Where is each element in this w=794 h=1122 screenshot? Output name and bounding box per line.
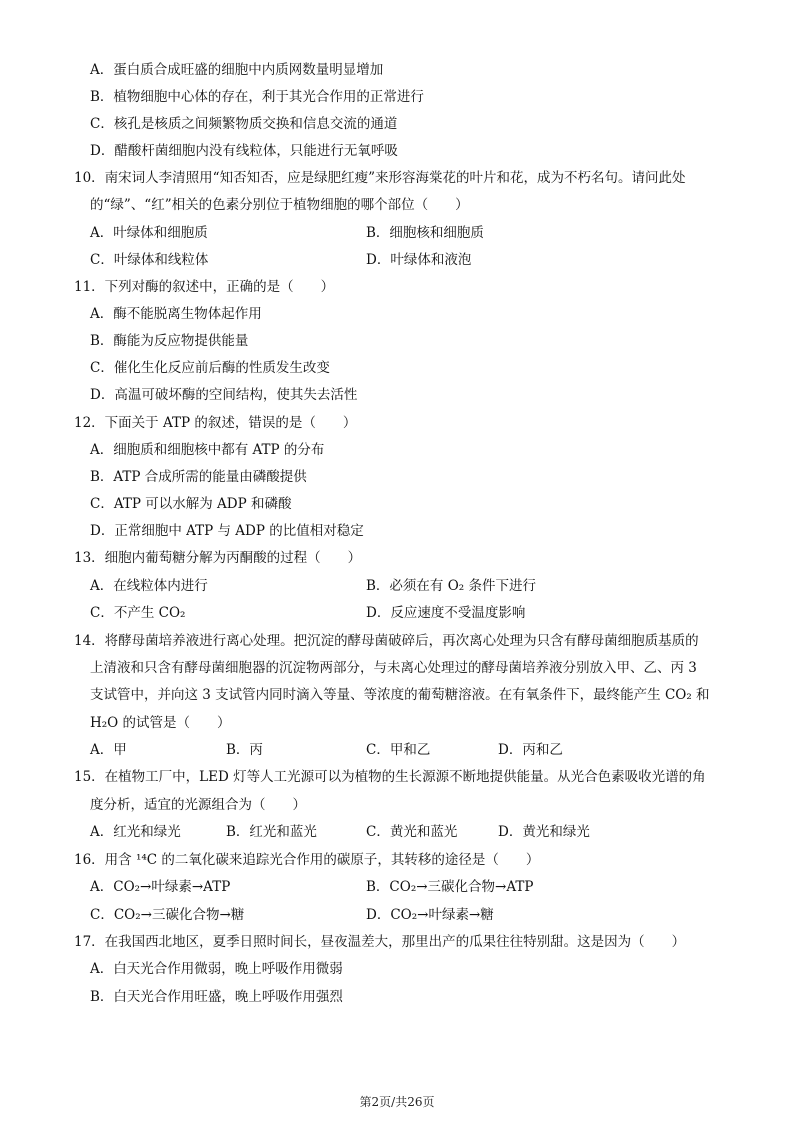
q10-option-c: C．叶绿体和线粒体 (90, 252, 209, 268)
q13-option-a: A．在线粒体内进行 (90, 578, 208, 594)
q17-option-b: B．白天光合作用旺盛，晚上呼吸作用强烈 (90, 989, 343, 1005)
q15-option-b: B．红光和蓝光 (226, 824, 317, 840)
q15-option-c: C．黄光和蓝光 (366, 824, 458, 840)
q15-stem-line1: 15．在植物工厂中，LED 灯等人工光源可以为植物的生长源源不断地提供能量。从光合色素吸收光谱的角 (74, 769, 706, 785)
q14-stem-line2: 上清液和只含有酵母菌细胞器的沉淀物两部分，与未离心处理过的酵母菌培养液分别放入甲、乙、丙 3 (90, 660, 697, 676)
q15-option-d: D．黄光和绿光 (498, 824, 590, 840)
page-number-footer: 第2页/共26页 (359, 1095, 435, 1109)
q17-option-a: A．白天光合作用微弱，晚上呼吸作用微弱 (90, 961, 343, 977)
q11-option-a: A．酶不能脱离生物体起作用 (90, 306, 262, 322)
q14-stem-line3: 支试管中，并向这 3 支试管内同时滴入等量、等浓度的葡萄糖溶液。在有氧条件下，最终能产生 CO₂ 和 (90, 687, 710, 703)
q14-option-a: A．甲 (90, 742, 127, 758)
q12-option-b: B．ATP 合成所需的能量由磷酸提供 (90, 469, 307, 485)
q15-stem-line2: 度分析，适宜的光源组合为（ ） (90, 797, 306, 813)
q13-option-c: C．不产生 CO₂ (90, 605, 186, 621)
q13-stem: 13．细胞内葡萄糖分解为丙酮酸的过程（ ） (74, 550, 362, 566)
q10-option-a: A．叶绿体和细胞质 (90, 225, 208, 241)
q11-stem: 11．下列对酶的叙述中，正确的是（ ） (74, 279, 335, 295)
q9-option-a: A．蛋白质合成旺盛的细胞中内质网数量明显增加 (90, 62, 384, 78)
q12-option-d: D．正常细胞中 ATP 与 ADP 的比值相对稳定 (90, 523, 364, 539)
q14-stem-line4: H₂O 的试管是（ ） (90, 715, 231, 731)
q11-option-b: B．酶能为反应物提供能量 (90, 333, 249, 349)
q16-option-b: B．CO₂→三碳化合物→ATP (366, 879, 534, 895)
q10-stem-line1: 10．南宋词人李清照用“知否知否，应是绿肥红瘦”来形容海棠花的叶片和花，成为不朽名句。请问此处 (74, 170, 686, 186)
q16-stem: 16．用含 ¹⁴C 的二氧化碳来追踪光合作用的碳原子，其转移的途径是（ ） (74, 852, 540, 868)
q9-option-c: C．核孔是核质之间频繁物质交换和信息交流的通道 (90, 116, 398, 132)
q16-option-c: C．CO₂→三碳化合物→糖 (90, 907, 245, 923)
q14-stem-line1: 14．将酵母菌培养液进行离心处理。把沉淀的酵母菌破碎后，再次离心处理为只含有酵母菌细胞质基质的 (74, 633, 699, 649)
q16-option-a: A．CO₂→叶绿素→ATP (90, 879, 231, 895)
q13-option-b: B．必须在有 O₂ 条件下进行 (366, 578, 536, 594)
q10-stem-line2: 的“绿”、“红”相关的色素分别位于植物细胞的哪个部位（ ） (90, 197, 469, 213)
q17-stem: 17．在我国西北地区，夏季日照时间长，昼夜温差大，那里出产的瓜果往往特别甜。这是因为（ ） (74, 934, 686, 950)
q15-option-a: A．红光和绿光 (90, 824, 181, 840)
q9-option-b: B．植物细胞中心体的存在，利于其光合作用的正常进行 (90, 89, 424, 105)
q10-option-d: D．叶绿体和液泡 (366, 252, 472, 268)
q14-option-b: B．丙 (226, 742, 263, 758)
q12-stem: 12．下面关于 ATP 的叙述，错误的是（ ） (74, 415, 357, 431)
q14-option-d: D．丙和乙 (498, 742, 563, 758)
q11-option-c: C．催化生化反应前后酶的性质发生改变 (90, 360, 330, 376)
q11-option-d: D．高温可破坏酶的空间结构，使其失去活性 (90, 387, 358, 403)
q10-option-b: B．细胞核和细胞质 (366, 225, 484, 241)
q16-option-d: D．CO₂→叶绿素→糖 (366, 907, 494, 923)
q12-option-a: A．细胞质和细胞核中都有 ATP 的分布 (90, 442, 325, 458)
q13-option-d: D．反应速度不受温度影响 (366, 605, 526, 621)
q9-option-d: D．醋酸杆菌细胞内没有线粒体，只能进行无氧呼吸 (90, 143, 398, 159)
q12-option-c: C．ATP 可以水解为 ADP 和磷酸 (90, 496, 292, 512)
q14-option-c: C．甲和乙 (366, 742, 431, 758)
